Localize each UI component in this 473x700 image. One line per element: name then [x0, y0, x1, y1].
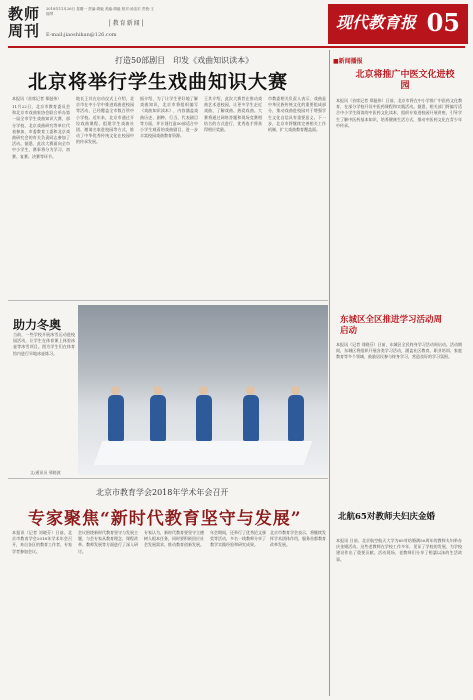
curling-photo[interactable]: [78, 305, 328, 475]
rail-headline-2[interactable]: 东城区全区推进学习活动周启动: [340, 315, 443, 336]
issue-meta: 2018年11月26日 星期一 责编:胡毅 美编:胡毅 校对:汤洁宏 责校:王瑞琴: [46, 7, 154, 16]
photo-student-head: [291, 386, 300, 395]
rail-text-3: 本报讯 日前，北京航空航天大学为65对结婚满50周年的教师夫妇举办庆金婚活动。这些老教师在学校工作多年，见证了学校的发展，为学校建设作出了重要贡献。活动现场，老教师们分享了相濡以沫的生活故事。: [336, 538, 462, 562]
photo-student: [288, 395, 304, 441]
photo-student-head: [246, 386, 255, 395]
story1-column-2: 地长王其在启动仪式上介绍，北京市在中小学中推进戏曲进校园等活动，已经覆盖全市数百所中小学校。近年来，北京市通过开设戏曲课程、组建学生戏曲社团、邀请名家进校园等方式，推动了中华优秀传统文化在校园中的传承发展。: [76, 96, 134, 145]
section-divider: [8, 300, 328, 301]
story3-column-2: 会议围绕新时代教育坚守与发展主题，与会专家从教育理念、课程改革、教师发展等方面进行了深入研讨。: [78, 530, 138, 554]
story1-byline: 本报讯（首席记者 郑挺伟）: [12, 96, 62, 101]
masthead-title: [8, 6, 44, 40]
story3-column-3: 专家认为，新时代教育要坚守立德树人根本任务，同时要积极回应社会发展需求，推动教育创新发展。: [144, 530, 204, 548]
paper-name: 现代教育报: [336, 13, 417, 32]
column-divider: [329, 50, 330, 696]
rail-text-1: 本报讯（首席记者 郑挺伟）日前，北京市将在中小学推广中医药文化教育，在部分学校开设中医药课程和实践活动。据悉，相关部门将编写适合中小学生阅读的中医药文化读本，组织专家进校园开展讲座，引导学生了解中医药基本知识，培养健康生活方式，推动中医药文化在青少年中传承。: [336, 98, 462, 128]
story3-kicker: 北京市教育学会2018年学术年会召开: [96, 488, 229, 497]
photo-student-head: [111, 386, 120, 395]
story1-column-1: 11月22日，北京市教育委员会和北京市戏曲家协会联合举办第一届全市学生戏曲知识大赛，部分学校、北京戏曲研究等单位代表参加，市委教育工委和北京戏曲研究会的有关负责同志参加了活动。据悉，此次大赛面向全市中小学生，赛事将分为学习、初赛、复赛、决赛等环节。: [12, 104, 70, 159]
story1-kicker: 打造50部剧目 印发《戏曲知识读本》: [115, 56, 254, 65]
rail-headline-1[interactable]: 北京将推广中医文化进校园: [355, 70, 455, 91]
rail-text-2: 本报讯（记者 刘晓芬）日前，东城区全民终身学习活动周启动。活动期间，东城区将组织开展各类学习活动，涵盖社区教育、职业培训、家庭教育等多个领域，鼓励居民参与终身学习，营造良好的学习氛围。: [336, 342, 462, 360]
masthead-line1: 教师: [8, 5, 41, 23]
story3-column-5: 北京市教育学会表示，将继续发挥学术团体作用，服务首都教育改革发展。: [270, 530, 326, 548]
photo-student: [108, 395, 124, 441]
photo-student: [243, 395, 259, 441]
story1-column-5: 市教委相关负责人表示，戏曲是中华民族传统文化的重要组成部分，推动戏曲进校园对于增强学生文化自信具有重要意义。下一步，北京市将继续完善相关工作机制，扩大戏曲教育覆盖面。: [268, 96, 326, 133]
masthead-line2: 周刊: [8, 22, 41, 40]
photo-credit: 文/通讯员 邢晓波: [30, 470, 61, 475]
photo-curling-lane: [94, 441, 313, 465]
photo-student: [196, 395, 212, 441]
story2-text: 当前，一些学校开展冰雪运动进校园活动，让学生在体育课上体验冰壶等冰雪项目。图为学生们在体育馆内进行旱地冰壶练习。: [13, 332, 75, 356]
story1-column-4: 王其介绍，此次大赛旨在推动戏曲艺术进校园，让更多学生走近戏曲、了解戏曲、热爱戏曲。大赛将通过网络答题和现场竞赛相结合的方式进行，优秀选手将获得相应奖励。: [204, 96, 262, 133]
rail-headline-3[interactable]: 北航65对教师夫妇庆金婚: [338, 512, 435, 522]
contact-email[interactable]: E-mail:jiaoshikan@126.com: [46, 32, 117, 38]
rail-tag: ■新闻播报: [333, 58, 363, 65]
story1-column-3: 据介绍，为了让学生更好地了解戏曲知识，北京市将组织编写《戏曲知识读本》，内容涵盖戏曲历史、剧种、行当、代表剧目等方面，并计划打造50部适合中小学生观看的戏曲剧目，进一步丰富校园戏曲教育资源。: [140, 96, 198, 139]
story2-title[interactable]: 助力冬奥: [13, 318, 62, 332]
story3-column-1: 本报讯（记者 刘晓芬）日前，北京市教育学会2018年学术年会召开，来自各区的教育工作者、专家学者参加会议。: [12, 530, 72, 554]
photo-student: [150, 395, 166, 441]
photo-student-head: [199, 386, 208, 395]
story3-column-4: 年会期间，还举行了优秀论文颁奖等活动，多名一线教师分享了教学实践经验和研究成果。: [210, 530, 266, 548]
story1-headline[interactable]: 北京将举行学生戏曲知识大赛: [28, 71, 289, 93]
section-label: │教育新闻│: [108, 20, 146, 27]
newspaper-logo: [328, 4, 468, 44]
section-divider: [8, 478, 328, 479]
masthead-divider: [8, 46, 465, 48]
photo-student-head: [153, 386, 162, 395]
story3-headline[interactable]: 专家聚焦“新时代教育坚守与发展”: [28, 509, 302, 529]
page-number: 05: [426, 8, 460, 37]
